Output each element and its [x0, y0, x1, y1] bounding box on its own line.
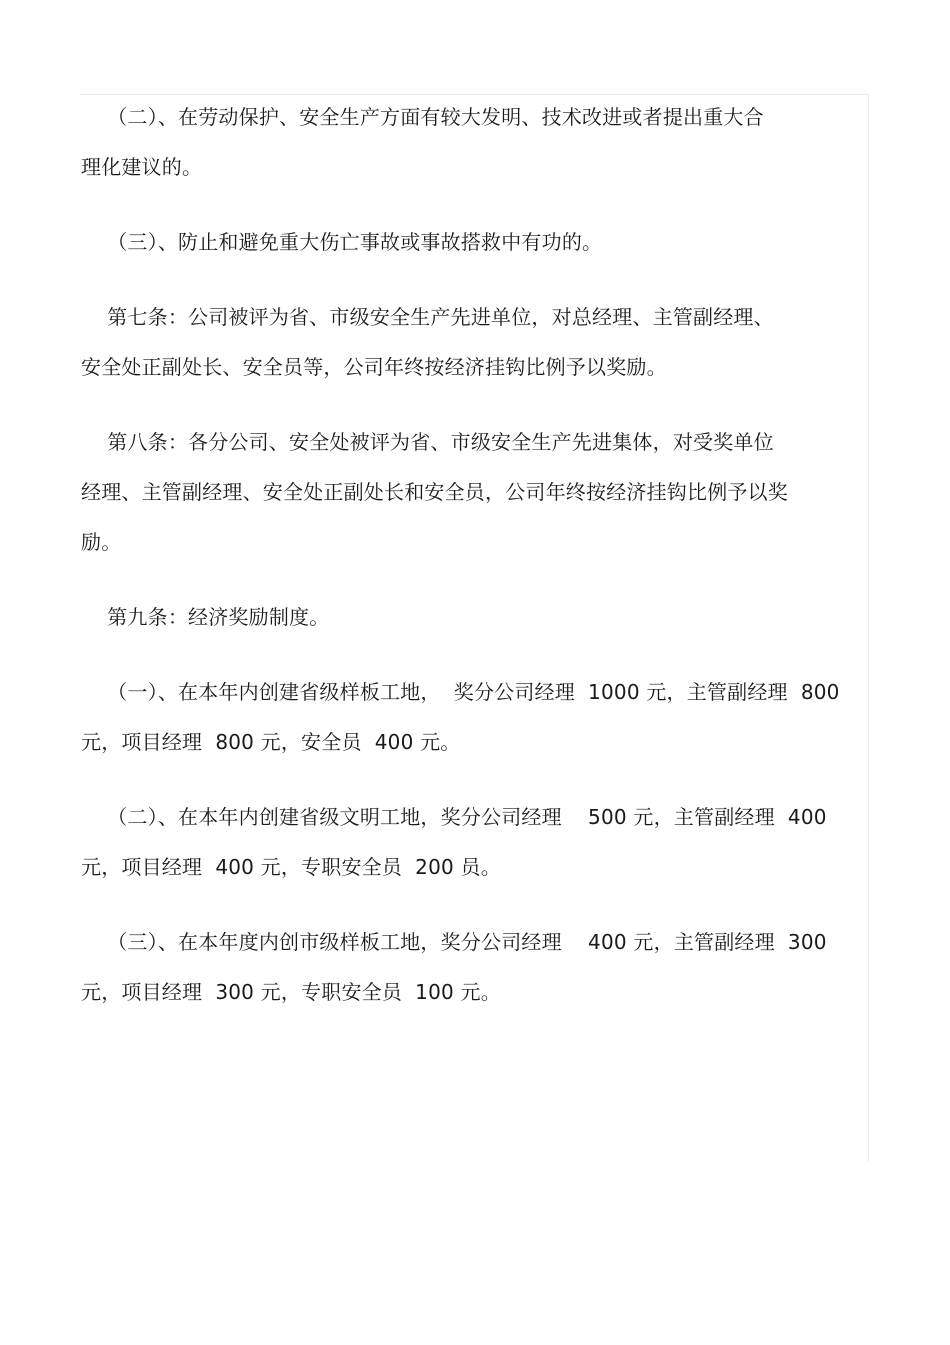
text-line-4: 第七条：公司被评为省、市级安全生产先进单位，对总经理、主管副经理、 [81, 305, 774, 329]
text-line-3: （三）、防止和避免重大伤亡事故或事故搭救中有功的。 [81, 230, 603, 254]
page-border-top [80, 94, 869, 95]
text-line-10: （一）、在本年内创建省级样板工地， 奖分公司经理 1000 元，主管副经理 800 [81, 680, 840, 704]
text-line-6: 第八条：各分公司、安全处被评为省、市级安全生产先进集体，对受奖单位 [81, 430, 774, 454]
text-line-15: 元，项目经理 300 元，专职安全员 100 元。 [81, 980, 501, 1004]
text-line-12: （二）、在本年内创建省级文明工地，奖分公司经理 500 元，主管副经理 400 [81, 805, 827, 829]
text-line-1: （二）、在劳动保护、安全生产方面有较大发明、技术改进或者提出重大合 [81, 105, 764, 129]
text-line-8: 励。 [81, 530, 122, 554]
text-line-7: 经理、主管副经理、安全处正副处长和安全员，公司年终按经济挂钩比例予以奖 [81, 480, 788, 504]
text-line-9: 第九条：经济奖励制度。 [81, 605, 330, 629]
text-line-13: 元，项目经理 400 元，专职安全员 200 员。 [81, 855, 501, 879]
text-line-14: （三）、在本年度内创市级样板工地，奖分公司经理 400 元，主管副经理 300 [81, 930, 827, 954]
text-line-2: 理化建议的。 [81, 155, 203, 179]
text-line-5: 安全处正副处长、安全员等，公司年终按经济挂钩比例予以奖励。 [81, 355, 667, 379]
text-line-11: 元，项目经理 800 元，安全员 400 元。 [81, 730, 461, 754]
